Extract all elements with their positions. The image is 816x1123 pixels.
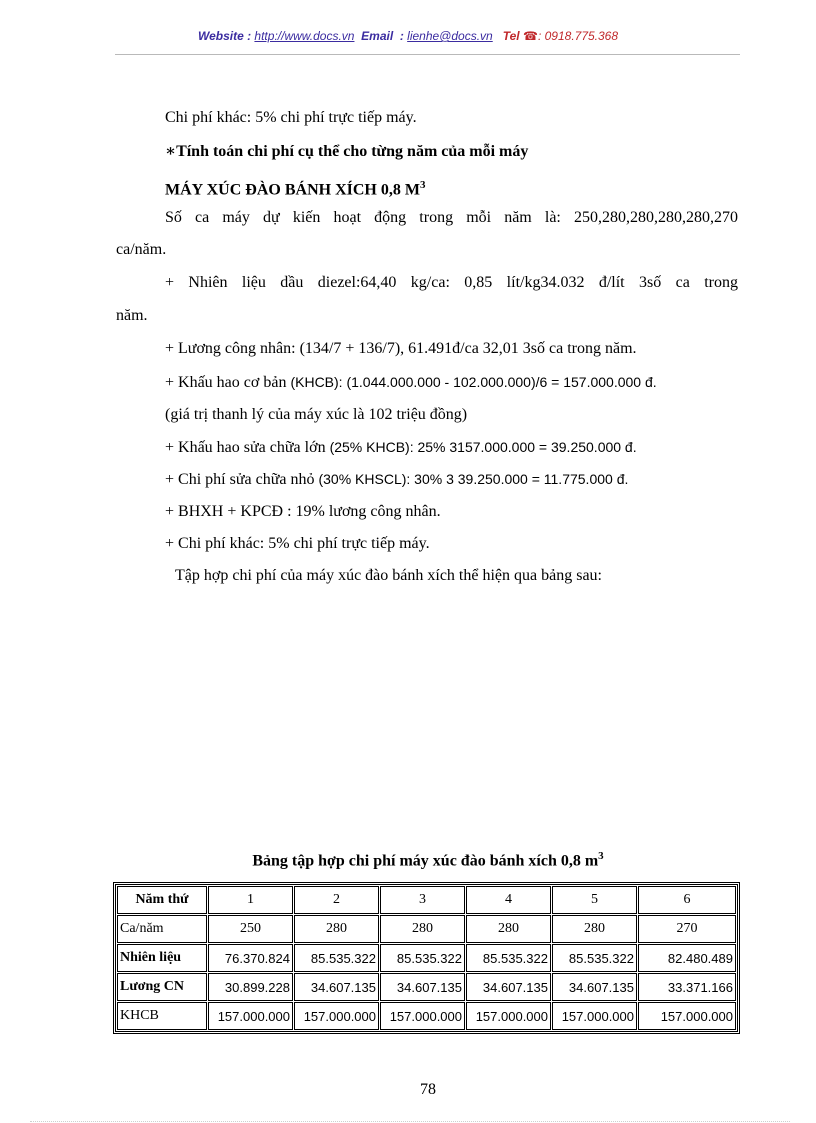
- table-cell: 76.370.824: [208, 944, 293, 972]
- other-cost-line: Chi phí khác: 5% chi phí trực tiếp máy.: [165, 109, 417, 126]
- table-row: [117, 1002, 736, 1030]
- table-cell: 34.607.135: [294, 973, 379, 1001]
- machine-heading: MÁY XÚC ĐÀO BÁNH XÍCH 0,8 $M^3$: [165, 179, 426, 199]
- website-label: Website: [197, 29, 244, 43]
- table-cell: 157.000.000: [638, 1002, 736, 1030]
- table-header-row: [117, 886, 736, 914]
- row-label: Nhiên liệu: [117, 944, 207, 972]
- footer-divider: [30, 1121, 790, 1122]
- table-cell: 250: [208, 915, 293, 943]
- email-label: Email: [361, 29, 394, 43]
- phone-number: : 0918.775.368: [537, 29, 619, 43]
- phone-icon: ☎: [523, 29, 538, 43]
- tel-label: Tel: [502, 29, 520, 43]
- minor-repair-line: + Chi phí sửa chữa nhỏ (30% KHSCL): 30% 3 39.250.000 = 11.775.000 đ.: [165, 471, 629, 488]
- table-header-cell: 4: [466, 886, 551, 914]
- table-cell: 280: [466, 915, 551, 943]
- table-cell: 157.000.000: [380, 1002, 465, 1030]
- table-cell: 280: [552, 915, 637, 943]
- page-number: 78: [420, 1081, 436, 1098]
- table-cell: 157.000.000: [208, 1002, 293, 1030]
- table-cell: 85.535.322: [466, 944, 551, 972]
- table-row: [117, 973, 736, 1001]
- table-cell: 30.899.228: [208, 973, 293, 1001]
- table-header-cell: 5: [552, 886, 637, 914]
- shifts-line-1: Số ca máy dự kiến hoạt động trong mỗi năm là: 250,280,280,280,280,270: [165, 209, 738, 226]
- table-cell: 157.000.000: [466, 1002, 551, 1030]
- table-cell: 85.535.322: [294, 944, 379, 972]
- fuel-line-2: năm.: [116, 307, 148, 324]
- summary-intro-line: Tập hợp chi phí của máy xúc đào bánh xích thể hiện qua bảng sau:: [175, 567, 602, 584]
- table-cell: 34.607.135: [380, 973, 465, 1001]
- table-cell: 280: [380, 915, 465, 943]
- salvage-line: (giá trị thanh lý của máy xúc là 102 triệu đồng): [165, 406, 468, 423]
- table-cell: 280: [294, 915, 379, 943]
- wage-line: + Lương công nhân: (134/7 + 136/7), 61.491đ/ca 32,01 3số ca trong năm.: [165, 340, 637, 357]
- table-cell: 34.607.135: [552, 973, 637, 1001]
- shifts-line-2: ca/năm.: [116, 241, 167, 258]
- table-cell: 34.607.135: [466, 973, 551, 1001]
- table-cell: 157.000.000: [294, 1002, 379, 1030]
- table-header-cell: Năm thứ: [117, 886, 207, 914]
- table-caption: Bảng tập hợp chi phí máy xúc đào bánh xích 0,8 $m^3$: [252, 850, 604, 870]
- email-link[interactable]: lienhe@docs.vn: [407, 29, 493, 43]
- table-cell: 85.535.322: [552, 944, 637, 972]
- table-row: [117, 944, 736, 972]
- section-heading: ∗Tính toán chi phí cụ thể cho từng năm của mỗi máy: [165, 143, 529, 160]
- table-header-cell: 2: [294, 886, 379, 914]
- table-header-cell: 1: [208, 886, 293, 914]
- row-label: Ca/năm: [117, 915, 207, 943]
- table-row: [117, 915, 736, 943]
- insurance-line: + BHXH + KPCĐ : 19% lương công nhân.: [165, 503, 441, 520]
- row-label: Lương CN: [117, 973, 207, 1001]
- row-label: KHCB: [117, 1002, 207, 1030]
- header-divider: [115, 54, 740, 55]
- table-header-cell: 3: [380, 886, 465, 914]
- table-cell: 270: [638, 915, 736, 943]
- major-repair-line: + Khấu hao sửa chữa lớn (25% KHCB): 25% 3157.000.000 = 39.250.000 đ.: [165, 439, 637, 456]
- other-cost-line-2: + Chi phí khác: 5% chi phí trực tiếp máy.: [165, 535, 430, 552]
- table-cell: 157.000.000: [552, 1002, 637, 1030]
- page-header: Website : http://www.docs.vn Email : lienhe@docs.vn Tel ☎: 0918.775.368: [197, 29, 619, 43]
- table-cell: 33.371.166: [638, 973, 736, 1001]
- cost-table: [113, 882, 740, 1034]
- fuel-line-1: + Nhiên liệu dầu diezel:64,40 kg/ca: 0,85 lít/kg34.032 đ/lít 3số ca trong: [165, 274, 738, 291]
- depreciation-line: + Khấu hao cơ bản (KHCB): (1.044.000.000 - 102.000.000)/6 = 157.000.000 đ.: [165, 374, 657, 391]
- website-link[interactable]: http://www.docs.vn: [254, 29, 355, 43]
- table-cell: 82.480.489: [638, 944, 736, 972]
- table-header-cell: 6: [638, 886, 736, 914]
- table-cell: 85.535.322: [380, 944, 465, 972]
- asterisk-bullet-icon: ∗: [165, 143, 177, 160]
